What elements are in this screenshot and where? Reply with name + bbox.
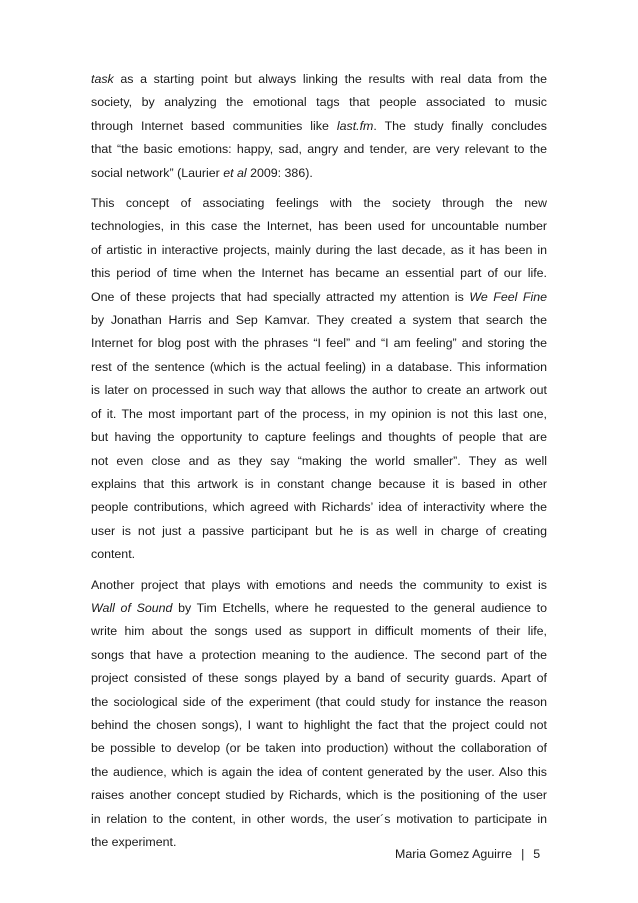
text-segment: be possible to develop (or be taken into production) without the collaboration of — [91, 741, 547, 756]
text-line — [91, 784, 547, 807]
text-segment: behind the chosen songs), I want to highlight the fact that the project could not — [91, 717, 547, 732]
text-line — [91, 162, 547, 185]
footer-author: Maria Gomez Aguirre — [395, 847, 513, 861]
text-line — [91, 115, 547, 138]
text-line — [91, 91, 547, 114]
text-segment: by Tim Etchells, where he requested to the general audience to — [172, 600, 547, 615]
paragraph — [91, 574, 547, 855]
text-segment: is later on processed in such way that allows the author to create an artwork out — [91, 383, 547, 398]
text-segment: user is not just a passive participant but he is as well in charge of creating — [91, 523, 547, 538]
text-line — [91, 597, 547, 620]
text-segment: technologies, in this case the Internet, has been used for uncountable number — [91, 219, 547, 234]
text-segment: One of these projects that had specially attracted my attention is — [91, 289, 470, 304]
text-segment: the experiment. — [91, 835, 177, 849]
text-segment: in relation to the content, in other words, the user´s motivation to participate in — [91, 811, 547, 826]
text-segment: by Jonathan Harris and Sep Kamvar. They created a system that search the — [91, 313, 547, 328]
text-segment: project consisted of these songs played by a band of security guards. Apart of — [91, 671, 547, 686]
page-number: 5 — [533, 847, 541, 861]
text-line — [91, 620, 547, 643]
text-line — [91, 403, 547, 426]
text-segment: as a starting point but always linking the results with real data from the — [113, 72, 547, 86]
text-segment: people contributions, which agreed with Richards’ idea of interactivity where the — [91, 500, 547, 515]
text-segment: songs that have a protection meaning to the audience. The second part of the — [91, 647, 547, 662]
text-segment: write him about the songs used as support in difficult moments of their life, — [91, 624, 547, 639]
text-segment: the sociological side of the experiment (that could study for instance the reason — [91, 694, 547, 709]
text-segment: raises another concept studied by Richards, which is the positioning of the user — [91, 788, 547, 803]
text-segment: of artistic in interactive projects, mainly during the last decade, as it has been in — [91, 242, 547, 257]
text-segment: explains that this artwork is in constant change because it is based in other — [91, 476, 547, 491]
text-segment: Another project that plays with emotions and needs the community to exist is — [91, 577, 547, 592]
text-line — [91, 574, 547, 597]
italic-text: last.fm — [336, 118, 374, 133]
text-line — [91, 714, 547, 737]
text-segment: content. — [91, 547, 136, 562]
text-segment: . The study finally concludes — [373, 118, 547, 133]
text-line — [91, 450, 547, 473]
text-line — [91, 737, 547, 760]
italic-text: We Feel Fine — [469, 289, 547, 304]
italic-text: Wall of Sound — [91, 600, 173, 615]
text-line — [91, 262, 547, 285]
text-segment: Internet for blog post with the phrases “I feel” and “I am feeling” and storing the — [91, 336, 547, 351]
body-text — [91, 68, 547, 861]
paragraph — [91, 68, 547, 185]
text-line — [91, 356, 547, 379]
text-line — [91, 239, 547, 262]
text-line — [91, 520, 547, 543]
text-line — [91, 332, 547, 355]
footer-separator: | — [521, 847, 525, 861]
text-line — [91, 138, 547, 161]
text-line — [91, 215, 547, 238]
text-line — [91, 644, 547, 667]
text-segment: This concept of associating feelings with the society through the new — [91, 196, 547, 211]
italic-text: task — [91, 72, 114, 86]
text-line — [91, 761, 547, 784]
text-segment: of it. The most important part of the process, in my opinion is not this last one, — [91, 406, 547, 421]
text-line — [91, 426, 547, 449]
paragraph — [91, 192, 547, 567]
text-line — [91, 691, 547, 714]
text-segment: through Internet based communities like — [91, 118, 337, 133]
text-line — [91, 473, 547, 496]
text-segment: the audience, which is again the idea of content generated by the user. Also this — [91, 764, 547, 779]
text-line — [91, 667, 547, 690]
text-segment: 2009: 386). — [246, 165, 313, 180]
text-segment: social network” (Laurier — [91, 165, 224, 180]
text-segment: that “the basic emotions: happy, sad, angry and tender, are very relevant to the — [91, 142, 547, 157]
text-line — [91, 309, 547, 332]
text-line — [91, 286, 547, 309]
text-line — [91, 379, 547, 402]
text-line — [91, 192, 547, 215]
italic-text: et al — [223, 165, 247, 180]
text-segment: society, by analyzing the emotional tags that people associated to music — [91, 95, 547, 110]
text-line — [91, 496, 547, 519]
text-segment: but having the opportunity to capture feelings and thoughts of people that are — [91, 430, 547, 445]
text-segment: rest of the sentence (which is the actual feeling) in a database. This information — [91, 359, 547, 374]
text-line — [91, 808, 547, 831]
text-segment: not even close and as they say “making the world smaller”. They as well — [91, 453, 547, 468]
text-segment: this period of time when the Internet has became an essential part of our life. — [91, 266, 547, 281]
page-footer — [395, 845, 555, 863]
text-line — [91, 543, 547, 566]
text-line — [91, 68, 547, 91]
